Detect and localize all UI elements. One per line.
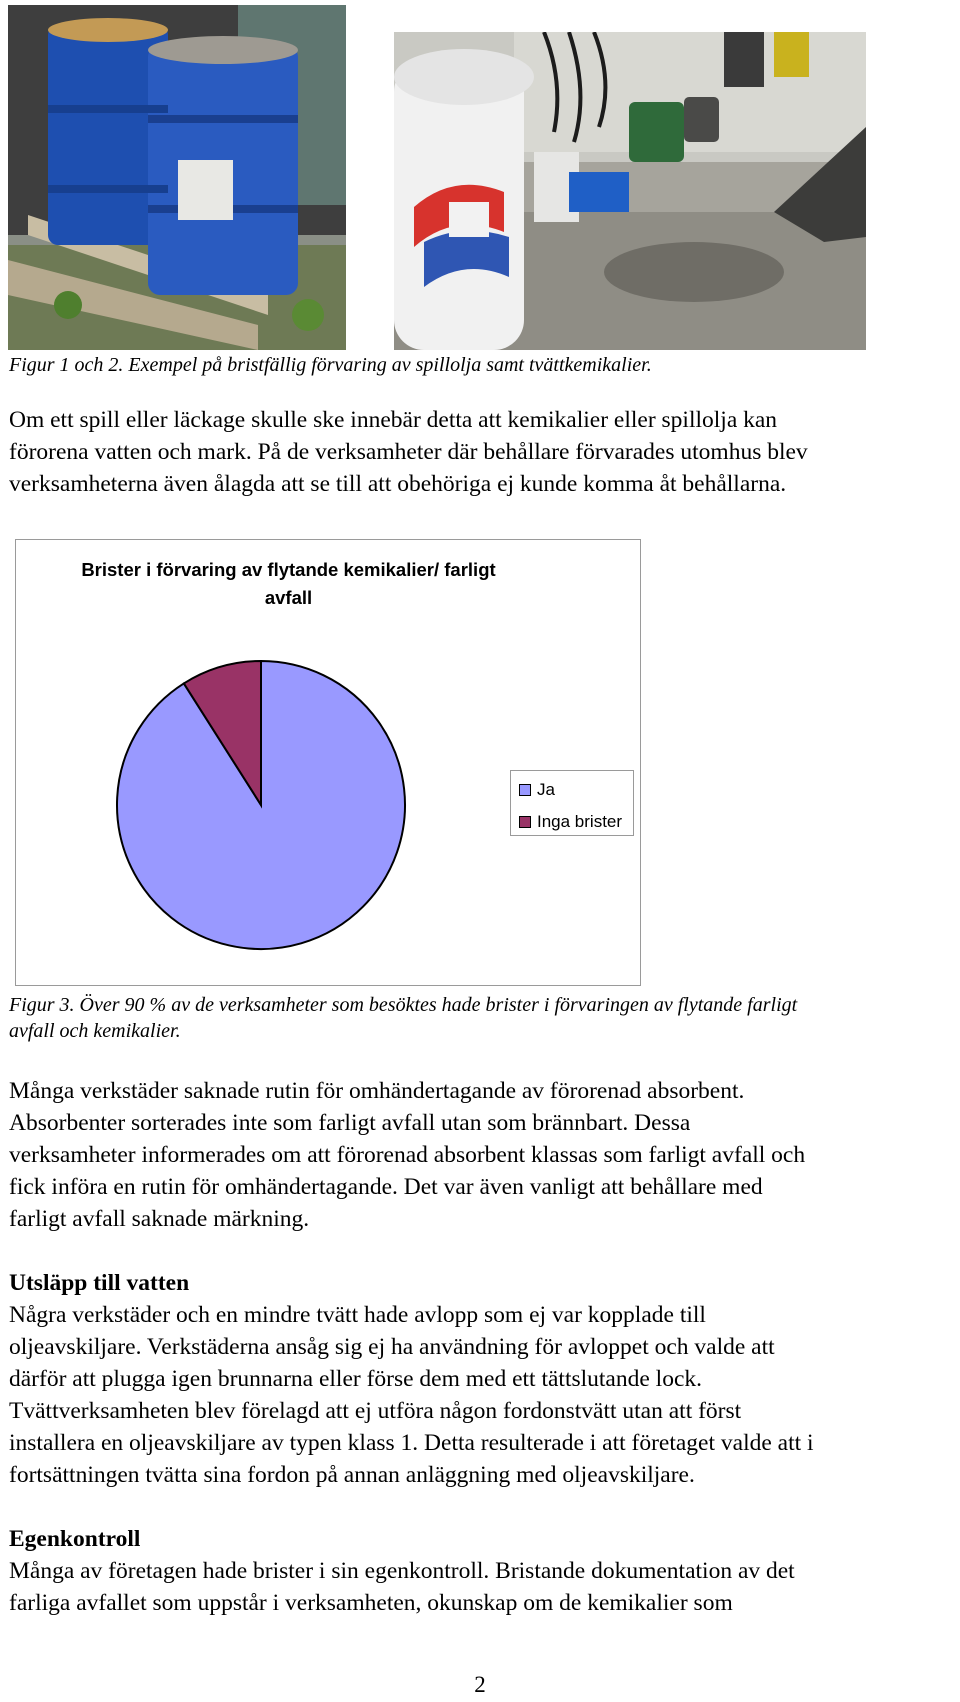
text-line: verksamheterna även ålagda att se till att obehöriga ej kunde komma åt behållarna. — [9, 471, 787, 497]
figure-caption-3 — [9, 992, 797, 1044]
text-line: Många av företagen hade brister i sin egenkontroll. Bristande dokumentation av det — [9, 1558, 795, 1584]
caption-line: avfall och kemikalier. — [9, 1020, 181, 1042]
photo-blue-barrels — [8, 5, 346, 350]
text-line: därför att plugga igen brunnarna eller förse dem med ett tättslutande lock. — [9, 1366, 702, 1392]
text-line: oljeavskiljare. Verkstäderna ansåg sig ej ha användning för avloppet och valde att — [9, 1334, 775, 1360]
paragraph-absorbent — [9, 1075, 954, 1235]
paragraph-water — [9, 1299, 954, 1491]
text-line: installera en oljeavskiljare av typen klass 1. Detta resulterade i att företaget valde att i — [9, 1430, 814, 1456]
heading-utslapp: Utsläpp till vatten — [9, 1270, 190, 1296]
chart-title-line: Brister i förvaring av flytande kemikalier/ farligt — [81, 559, 496, 580]
text-line: farliga avfallet som uppstår i verksamheten, okunskap om de kemikalier som — [9, 1590, 733, 1616]
legend-swatch — [519, 784, 531, 796]
photo-chemical-container — [394, 32, 866, 350]
paragraph-storage — [9, 404, 954, 500]
heading-egenkontroll: Egenkontroll — [9, 1526, 141, 1552]
caption-line: Figur 3. Över 90 % av de verksamheter som besöktes hade brister i förvaringen av flytande farligt — [9, 994, 798, 1016]
text-line: farligt avfall saknade märkning. — [9, 1206, 310, 1232]
legend-label: Inga brister — [537, 812, 623, 831]
figure-caption-1: Figur 1 och 2. Exempel på bristfällig förvaring av spillolja samt tvättkemikalier. — [9, 354, 652, 376]
text-line: fick införa en rutin för omhändertagande. Det var även vanligt att behållare med — [9, 1174, 763, 1200]
text-line: fortsättningen tvätta sina fordon på annan anläggning med oljeavskiljare. — [9, 1462, 695, 1488]
chart-legend — [510, 770, 634, 836]
text-line: förorena vatten och mark. På de verksamheter där behållare förvarades utomhus blev — [9, 439, 808, 465]
pie-svg — [16, 540, 640, 985]
text-line: Om ett spill eller läckage skulle ske innebär detta att kemikalier eller spillolja kan — [9, 407, 778, 433]
legend-label: Ja — [537, 780, 555, 799]
paragraph-self-control — [9, 1555, 954, 1619]
legend-item-inga-brister — [519, 812, 622, 832]
pie-chart — [15, 539, 641, 986]
legend-swatch — [519, 816, 531, 828]
text-line: verksamheter informerades om att förorenad absorbent klassas som farligt avfall och — [9, 1142, 806, 1168]
chart-title-line: avfall — [264, 587, 313, 608]
text-line: Några verkstäder och en mindre tvätt hade avlopp som ej var kopplade till — [9, 1302, 706, 1328]
text-line: Absorbenter sorterades inte som farligt avfall utan som brännbart. Dessa — [9, 1110, 691, 1136]
text-line: Tvättverksamheten blev förelagd att ej utföra någon fordonstvätt utan att först — [9, 1398, 742, 1424]
page-number: 2 — [474, 1672, 486, 1697]
legend-item-ja — [519, 780, 555, 800]
text-line: Många verkstäder saknade rutin för omhändertagande av förorenad absorbent. — [9, 1078, 745, 1104]
